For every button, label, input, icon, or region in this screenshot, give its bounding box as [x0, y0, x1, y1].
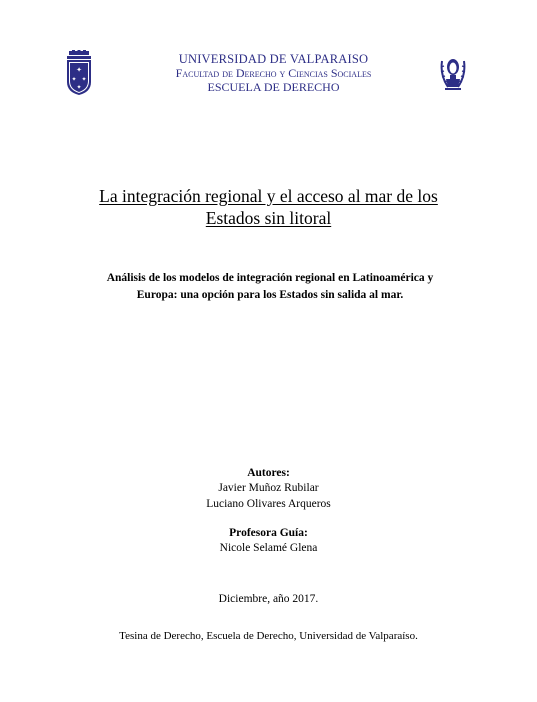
- svg-text:✦: ✦: [76, 66, 82, 74]
- document-subtitle: [60, 270, 480, 304]
- university-name: UNIVERSIDAD DE VALPARAISO: [178, 52, 369, 66]
- svg-text:✦: ✦: [81, 76, 87, 83]
- advisor-label: Profesora Guía:: [229, 527, 308, 539]
- title-line-2: Estados sin litoral: [205, 208, 332, 228]
- institution-header: [0, 52, 537, 95]
- subtitle-line-2: Europa: una opción para los Estados sin salida al mar.: [136, 289, 404, 301]
- author-name: Javier Muñoz Rubilar: [218, 482, 319, 494]
- author-name: Luciano Olivares Arqueros: [206, 498, 331, 510]
- document-title: [0, 185, 537, 229]
- faculty-name: Facultad de Derecho y Ciencias Sociales: [175, 66, 372, 80]
- document-date: Diciembre, año 2017.: [218, 593, 319, 605]
- advisor-name: Nicole Selamé Glena: [219, 542, 318, 554]
- document-footer: Tesina de Derecho, Escuela de Derecho, Universidad de Valparaíso.: [119, 630, 418, 642]
- svg-text:✦: ✦: [76, 84, 82, 91]
- svg-text:✦: ✦: [71, 76, 77, 83]
- subtitle-line-1: Análisis de los modelos de integración regional en Latinoamérica y: [106, 272, 434, 284]
- title-line-1: La integración regional y el acceso al mar de los: [99, 186, 438, 206]
- school-name: ESCUELA DE DERECHO: [207, 80, 340, 94]
- authors-label: Autores:: [247, 467, 290, 479]
